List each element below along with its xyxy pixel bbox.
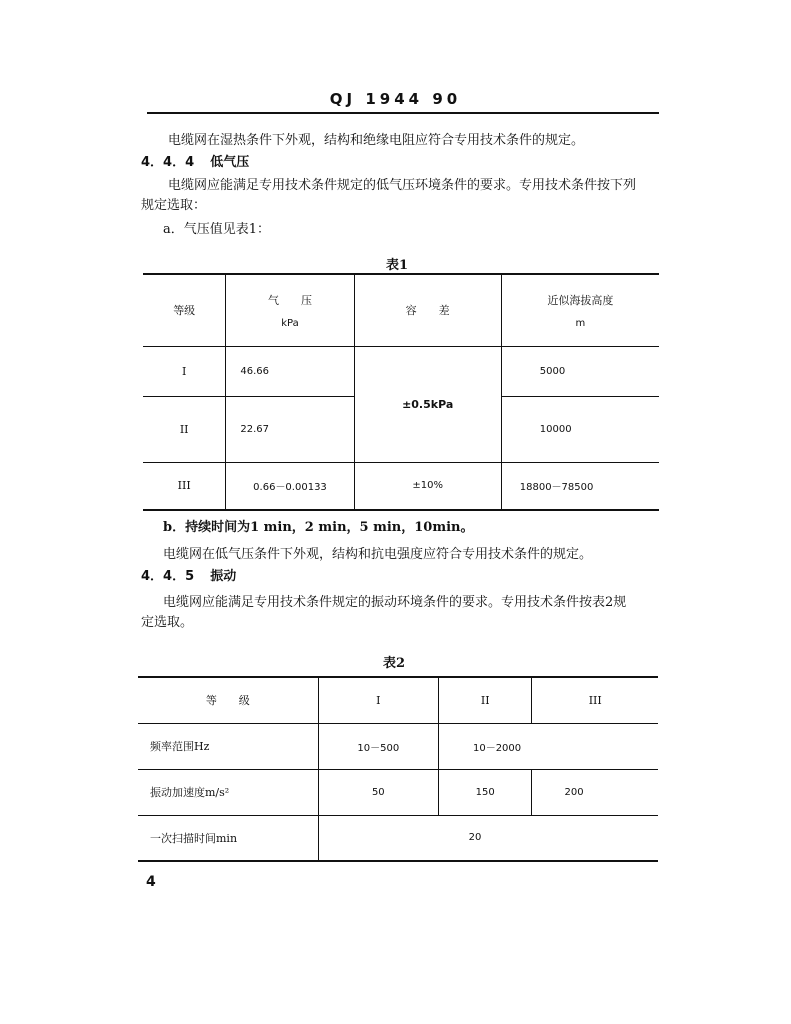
section-4-4-5-heading (141, 568, 236, 586)
table2-freq-g23: 10－2000 (438, 723, 658, 769)
pressure-unit: kPa (281, 317, 299, 329)
paragraph-vibration-line2: 定选取。 (141, 615, 194, 630)
table2-freq-label: 频率范围Hz (138, 723, 318, 769)
table-2 (138, 676, 658, 862)
page-number: 4 (146, 874, 156, 890)
altitude-unit: m (575, 317, 586, 329)
document-code: QJ 1944 90 (329, 90, 462, 108)
table2-sweep-label: 一次扫描时间min (138, 815, 318, 861)
paragraph-humidity-result: 电缆网在湿热条件下外观，结构和绝缘电阻应符合专用技术条件的规定。 (168, 133, 585, 148)
section-4-4-4-heading (141, 154, 249, 172)
table2-header-g3: III (532, 677, 658, 723)
header-rule (147, 112, 659, 114)
table-row (138, 815, 658, 861)
table1-tolerance-3: ±10% (354, 462, 501, 510)
table1-pressure-1: 46.66 (226, 346, 354, 396)
table1-caption: 表1 (386, 258, 409, 273)
table1-tolerance-merged: ±0.5kPa (354, 346, 501, 462)
paragraph-vibration-line1: 电缆网应能满足专用技术条件规定的振动环境条件的要求。专用技术条件按表2规 (163, 595, 627, 610)
table1-grade-3: III (143, 462, 226, 510)
table1-altitude-1: 5000 (501, 346, 659, 396)
table2-caption: 表2 (383, 656, 406, 671)
table1-pressure-3: 0.66－0.00133 (226, 462, 354, 510)
table1-grade-2: II (143, 396, 226, 462)
table1-header-pressure (226, 274, 354, 346)
section-title: 低气压 (210, 155, 250, 170)
table-1 (143, 273, 659, 511)
table2-header-g2: II (438, 677, 532, 723)
section-number: 4．4．5 (141, 569, 195, 584)
table2-accel-g2: 150 (438, 769, 532, 815)
table2-accel-g1: 50 (318, 769, 438, 815)
table1-pressure-2: 22.67 (226, 396, 354, 462)
table1-header-altitude (501, 274, 659, 346)
table2-sweep-value: 20 (318, 815, 658, 861)
table1-grade-1: I (143, 346, 226, 396)
table2-freq-g1: 10－500 (318, 723, 438, 769)
table2-header-g1: I (318, 677, 438, 723)
table-row (143, 462, 659, 510)
table1-header-tolerance: 容 差 (354, 274, 501, 346)
table1-header-row (143, 274, 659, 346)
table2-header-row (138, 677, 658, 723)
table2-accel-label: 振动加速度m/s² (138, 769, 318, 815)
paragraph-low-pressure-line2: 规定选取： (141, 198, 207, 213)
table1-altitude-2: 10000 (501, 396, 659, 462)
altitude-label: 近似海拔高度 (547, 293, 614, 307)
table1-header-grade: 等级 (143, 274, 226, 346)
paragraph-low-pressure-result: 电缆网在低气压条件下外观，结构和抗电强度应符合专用技术条件的规定。 (163, 547, 593, 562)
section-title: 振动 (210, 569, 237, 584)
table-row (143, 346, 659, 396)
item-b: b．持续时间为1 min，2 min，5 min，10min。 (163, 520, 474, 535)
pressure-label: 气 压 (267, 293, 312, 307)
table2-header-grade: 等 级 (138, 677, 318, 723)
table-row (138, 723, 658, 769)
table1-altitude-3: 18800－78500 (501, 462, 659, 510)
section-number: 4．4．4 (141, 155, 195, 170)
paragraph-low-pressure-line1: 电缆网应能满足专用技术条件规定的低气压环境条件的要求。专用技术条件按下列 (168, 178, 637, 193)
table-row (138, 769, 658, 815)
table2-accel-g3: 200 (532, 769, 658, 815)
item-a: a．气压值见表1： (163, 222, 271, 237)
